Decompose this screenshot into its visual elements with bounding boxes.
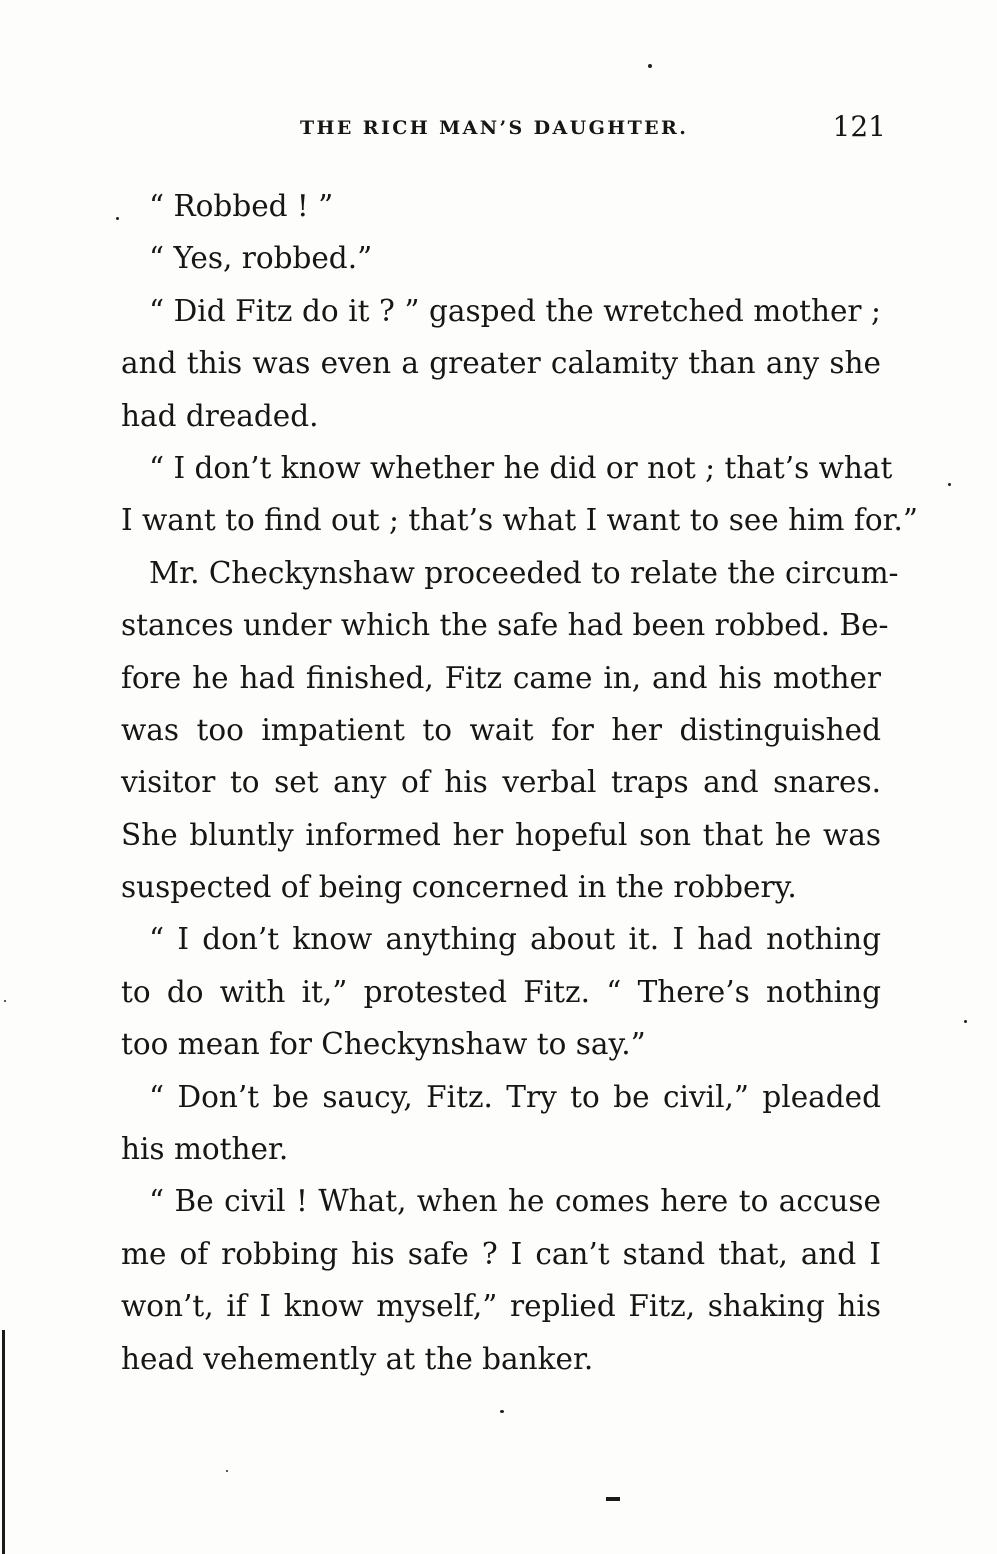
text-line: I want to find out ; that’s what I want to see him for.”	[121, 503, 918, 538]
scan-speck	[948, 483, 951, 486]
paragraph	[121, 285, 881, 442]
scan-speck	[648, 64, 652, 68]
running-header-title: THE RICH MAN’S DAUGHTER.	[300, 117, 689, 139]
scan-speck	[116, 217, 119, 220]
text-line: “ Be civil ! What, when he comes here to accuse	[149, 1184, 881, 1219]
text-line: “ I don’t know whether he did or not ; that’s what	[149, 450, 893, 485]
scan-speck	[4, 1000, 6, 1002]
paragraph	[121, 1175, 881, 1385]
text-line: Mr. Checkynshaw proceeded to relate the circum-	[149, 555, 899, 590]
paragraph	[121, 232, 881, 284]
scan-edge-line	[2, 1330, 5, 1554]
scan-speck	[500, 1410, 504, 1413]
scan-speck	[226, 1470, 228, 1472]
paragraph	[121, 442, 918, 547]
text-line: had dreaded.	[121, 398, 319, 433]
text-line: head vehemently at the banker.	[121, 1341, 594, 1376]
text-line: visitor to set any of his verbal traps and snares.	[121, 765, 881, 800]
text-line: me of robbing his safe ? I can’t stand that, and I	[121, 1236, 881, 1271]
text-line: “ Yes, robbed.”	[149, 241, 373, 276]
text-line: “ Did Fitz do it ? ” gasped the wretched mother ;	[149, 293, 881, 328]
text-line: “ Robbed ! ”	[149, 189, 334, 223]
text-line: was too impatient to wait for her distinguished	[121, 712, 881, 747]
text-line: too mean for Checkynshaw to say.”	[121, 1027, 646, 1062]
text-line: won’t, if I know myself,” replied Fitz, shaking his	[121, 1289, 881, 1324]
paragraph	[121, 180, 881, 232]
text-line: stances under which the safe had been robbed. Be-	[121, 608, 889, 643]
text-line: “ I don’t know anything about it. I had nothing	[149, 922, 881, 957]
text-line: to do with it,” protested Fitz. “ There’s nothing	[121, 974, 881, 1009]
page-number: 121	[832, 110, 886, 143]
text-line: suspected of being concerned in the robbery.	[121, 870, 797, 905]
text-line: fore he had finished, Fitz came in, and his mother	[121, 660, 881, 695]
scan-mark	[606, 1497, 620, 1501]
text-line: “ Don’t be saucy, Fitz. Try to be civil,” pleaded	[149, 1079, 881, 1114]
paragraph	[121, 547, 899, 914]
scan-speck	[964, 1020, 967, 1023]
text-line: and this was even a greater calamity than any she	[121, 346, 881, 381]
body-text	[121, 180, 918, 1385]
paragraph	[121, 1071, 881, 1176]
text-line: She bluntly informed her hopeful son that he was	[121, 817, 881, 852]
text-line: his mother.	[121, 1132, 289, 1167]
paragraph	[121, 913, 881, 1070]
